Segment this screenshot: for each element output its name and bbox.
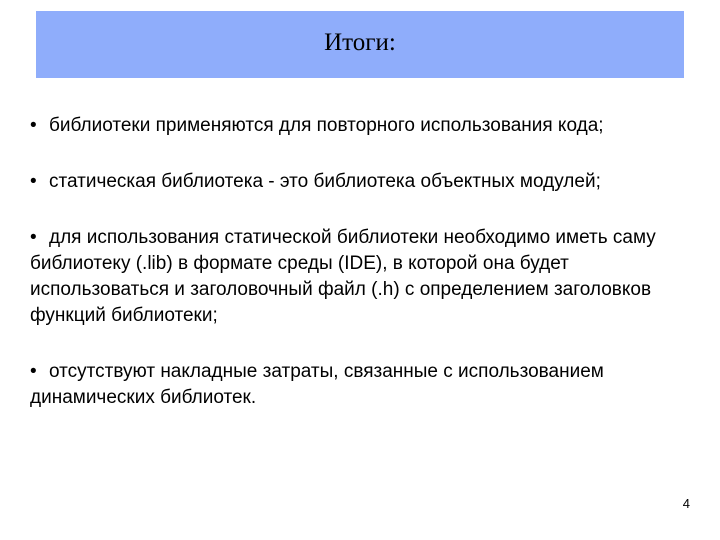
bullet-text: статическая библиотека - это библиотека объектных модулей;: [49, 171, 601, 192]
bullet-item: [30, 169, 700, 195]
bullet-item: [30, 359, 700, 411]
bullet-text: отсутствуют накладные затраты, связанные с использованием динамических библиотек.: [30, 361, 604, 408]
slide-title: Итоги:: [324, 29, 396, 56]
bullet-marker: •: [30, 361, 37, 382]
bullet-marker: •: [30, 115, 37, 136]
bullet-marker: •: [30, 227, 37, 248]
bullet-text: библиотеки применяются для повторного использования кода;: [49, 115, 604, 136]
page-number: 4: [682, 496, 690, 511]
bullet-item: [30, 113, 700, 139]
bullet-marker: •: [30, 171, 37, 192]
slide-title-bar: [36, 11, 684, 78]
bullet-list: [30, 113, 700, 411]
bullet-text: для использования статической библиотеки необходимо иметь саму библиотеку (.lib) в формате среды (IDE), в которой она будет использоваться и заголовочный файл (.h) с определением заголовков функций библиотеки;: [30, 227, 656, 326]
bullet-item: [30, 225, 700, 329]
